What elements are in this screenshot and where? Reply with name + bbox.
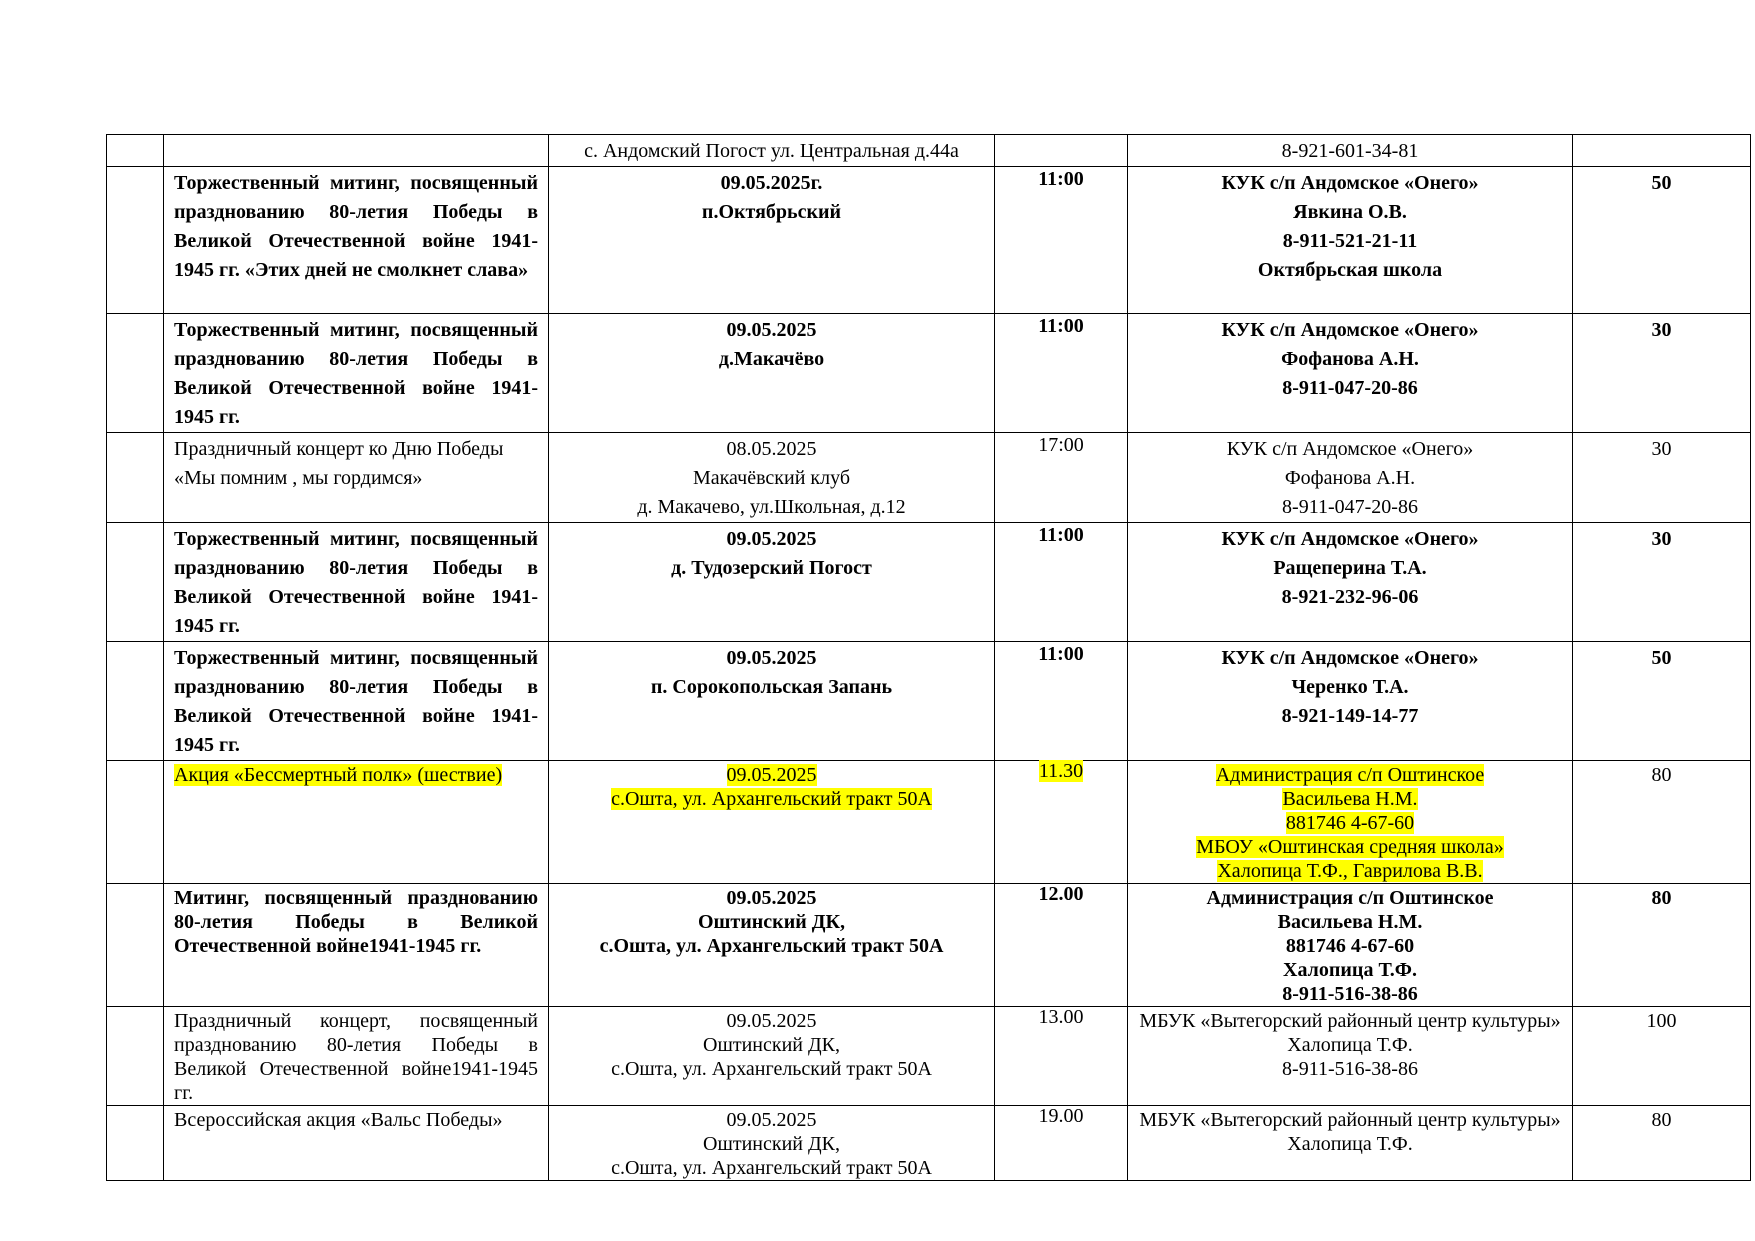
- number-cell: [107, 523, 164, 642]
- org-line: КУК с/п Андомское «Онего»: [1221, 528, 1479, 550]
- org-line: 8-911-521-21-11: [1282, 230, 1418, 252]
- org-line: Администрация с/п Оштинское: [1215, 764, 1485, 786]
- time-value: 13.00: [1038, 1006, 1084, 1028]
- time-value: 11:00: [1038, 315, 1084, 337]
- event-cell: [164, 761, 549, 884]
- table-row: [107, 761, 1751, 884]
- org-line: Октябрьская школа: [1257, 259, 1443, 281]
- org-line: МБУК «Вытегорский районный центр культуры»: [1139, 1109, 1561, 1131]
- event-line: «Мы помним , мы гордимся»: [174, 467, 423, 489]
- org-line: КУК с/п Андомское «Онего»: [1221, 172, 1479, 194]
- number-cell: [107, 761, 164, 884]
- place-line: с.Ошта, ул. Архангельский тракт 50А: [611, 1058, 932, 1080]
- place-line: 09.05.2025: [726, 528, 817, 550]
- organizer-cell: [1128, 314, 1573, 433]
- org-line: 8-921-149-14-77: [1281, 705, 1419, 727]
- place-line: 09.05.2025: [726, 1109, 817, 1131]
- place-line: с. Андомский Погост ул. Центральная д.44а: [584, 140, 959, 162]
- time-value: 12.00: [1038, 883, 1084, 905]
- count-cell: [1573, 433, 1751, 523]
- org-line: Халопица Т.Ф., Гаврилова В.В.: [1217, 860, 1483, 882]
- org-line: Халопица Т.Ф.: [1287, 1133, 1413, 1155]
- org-line: КУК с/п Андомское «Онего»: [1221, 647, 1479, 669]
- event-line: Торжественный митинг, посвященный празднованию 80-летия Победы в Великой Отечественной войне 1941-1945 гг. «Этих дней не смолкнет слава»: [174, 172, 538, 281]
- org-line: Черенко Т.А.: [1291, 676, 1409, 698]
- table-row: [107, 1007, 1751, 1106]
- event-cell: [164, 884, 549, 1007]
- event-line: Митинг, посвященный празднованию 80-летия Победы в Великой Отечественной войне1941-1945 гг.: [174, 887, 538, 957]
- organizer-cell: [1128, 523, 1573, 642]
- place-cell: [549, 884, 995, 1007]
- count-cell: [1573, 1106, 1751, 1181]
- number-cell: [107, 167, 164, 314]
- count-cell: [1573, 884, 1751, 1007]
- table-row: [107, 642, 1751, 761]
- place-cell: [549, 523, 995, 642]
- org-line: 8-911-516-38-86: [1282, 1058, 1418, 1080]
- org-line: 8-911-516-38-86: [1282, 983, 1418, 1005]
- participants-count: 80: [1651, 887, 1672, 909]
- time-cell: [995, 642, 1128, 761]
- org-line: Халопица Т.Ф.: [1283, 959, 1417, 981]
- table-row: [107, 314, 1751, 433]
- count-cell: [1573, 761, 1751, 884]
- org-line: Халопица Т.Ф.: [1287, 1034, 1413, 1056]
- place-line: п.Октябрьский: [701, 201, 842, 223]
- org-line: Ращеперина Т.А.: [1273, 557, 1427, 579]
- event-cell: [164, 433, 549, 523]
- org-line: 881746 4-67-60: [1285, 812, 1415, 834]
- event-cell: [164, 1106, 549, 1181]
- participants-count: 50: [1651, 172, 1672, 194]
- place-line: 09.05.2025: [726, 887, 817, 909]
- event-cell: [164, 1007, 549, 1106]
- place-line: 09.05.2025: [726, 319, 817, 341]
- event-line: Всероссийская акция «Вальс Победы»: [174, 1109, 503, 1131]
- participants-count: 100: [1646, 1010, 1677, 1032]
- place-cell: [549, 314, 995, 433]
- organizer-cell: [1128, 884, 1573, 1007]
- org-line: Васильева Н.М.: [1277, 911, 1423, 933]
- table-row: [107, 433, 1751, 523]
- participants-count: 30: [1651, 319, 1672, 341]
- count-cell: [1573, 167, 1751, 314]
- time-value: 11:00: [1038, 168, 1084, 190]
- place-line: 09.05.2025: [726, 1010, 817, 1032]
- place-line: Макачёвский клуб: [692, 467, 851, 489]
- number-cell: [107, 433, 164, 523]
- place-cell: [549, 433, 995, 523]
- place-line: Оштинский ДК,: [703, 1133, 840, 1155]
- org-line: Фофанова А.Н.: [1284, 467, 1416, 489]
- place-line: д.Макачёво: [718, 348, 825, 370]
- time-cell: [995, 433, 1128, 523]
- event-cell: [164, 314, 549, 433]
- event-line: Торжественный митинг, посвященный празднованию 80-летия Победы в Великой Отечественной войне 1941-1945 гг.: [174, 319, 538, 428]
- table-row: [107, 1106, 1751, 1181]
- place-cell: [549, 135, 995, 167]
- count-cell: [1573, 1007, 1751, 1106]
- event-line: Акция «Бессмертный полк» (шествие): [174, 764, 503, 786]
- events-table: [106, 134, 1751, 1181]
- place-line: д. Тудозерский Погост: [671, 557, 872, 579]
- place-line: Оштинский ДК,: [697, 911, 846, 933]
- table-row: [107, 135, 1751, 167]
- participants-count: 80: [1651, 1109, 1672, 1131]
- place-cell: [549, 1106, 995, 1181]
- org-line: МБУК «Вытегорский районный центр культуры»: [1139, 1010, 1561, 1032]
- place-line: п. Сорокопольская Запань: [650, 676, 893, 698]
- time-cell: [995, 761, 1128, 884]
- place-line: 09.05.2025: [726, 647, 817, 669]
- event-line: Праздничный концерт, посвященный празднованию 80-летия Победы в Великой Отечественной войне1941-1945 гг.: [174, 1010, 538, 1104]
- time-cell: [995, 167, 1128, 314]
- place-cell: [549, 642, 995, 761]
- participants-count: 50: [1651, 647, 1672, 669]
- organizer-cell: [1128, 1007, 1573, 1106]
- number-cell: [107, 135, 164, 167]
- org-line: Фофанова А.Н.: [1281, 348, 1419, 370]
- event-cell: [164, 167, 549, 314]
- organizer-cell: [1128, 761, 1573, 884]
- org-line: МБОУ «Оштинская средняя школа»: [1196, 836, 1504, 858]
- organizer-cell: [1128, 433, 1573, 523]
- time-value: 19.00: [1038, 1105, 1084, 1127]
- time-cell: [995, 135, 1128, 167]
- number-cell: [107, 314, 164, 433]
- time-cell: [995, 1106, 1128, 1181]
- organizer-cell: [1128, 135, 1573, 167]
- organizer-cell: [1128, 167, 1573, 314]
- event-cell: [164, 523, 549, 642]
- count-cell: [1573, 314, 1751, 433]
- place-cell: [549, 761, 995, 884]
- organizer-cell: [1128, 642, 1573, 761]
- org-line: КУК с/п Андомское «Онего»: [1221, 319, 1479, 341]
- place-line: д. Макачево, ул.Школьная, д.12: [637, 496, 906, 518]
- time-value: 11:00: [1038, 643, 1084, 665]
- org-line: Васильева Н.М.: [1282, 788, 1418, 810]
- place-line: 08.05.2025: [726, 438, 817, 460]
- place-cell: [549, 167, 995, 314]
- participants-count: 30: [1651, 528, 1672, 550]
- table-row: [107, 523, 1751, 642]
- event-cell: [164, 642, 549, 761]
- time-cell: [995, 1007, 1128, 1106]
- place-line: с.Ошта, ул. Архангельский тракт 50А: [611, 788, 932, 810]
- time-cell: [995, 523, 1128, 642]
- count-cell: [1573, 523, 1751, 642]
- count-cell: [1573, 135, 1751, 167]
- org-line: 8-911-047-20-86: [1282, 377, 1418, 399]
- event-line: Праздничный концерт ко Дню Победы: [174, 438, 504, 460]
- place-cell: [549, 1007, 995, 1106]
- table-row: [107, 167, 1751, 314]
- time-value: 11:00: [1038, 524, 1084, 546]
- org-line: 8-911-047-20-86: [1282, 496, 1418, 518]
- org-line: 8-921-232-96-06: [1281, 586, 1419, 608]
- org-line: КУК с/п Андомское «Онего»: [1226, 438, 1474, 460]
- time-cell: [995, 884, 1128, 1007]
- time-value: 17:00: [1038, 434, 1084, 456]
- count-cell: [1573, 642, 1751, 761]
- org-line: 881746 4-67-60: [1285, 935, 1415, 957]
- time-cell: [995, 314, 1128, 433]
- table-row: [107, 884, 1751, 1007]
- place-line: 09.05.2025г.: [720, 172, 823, 194]
- organizer-cell: [1128, 1106, 1573, 1181]
- event-line: Торжественный митинг, посвященный празднованию 80-летия Победы в Великой Отечественной войне 1941-1945 гг.: [174, 528, 538, 637]
- number-cell: [107, 642, 164, 761]
- number-cell: [107, 884, 164, 1007]
- org-line: Администрация с/п Оштинское: [1206, 887, 1494, 909]
- event-line: Торжественный митинг, посвященный празднованию 80-летия Победы в Великой Отечественной войне 1941-1945 гг.: [174, 647, 538, 756]
- place-line: с.Ошта, ул. Архангельский тракт 50А: [599, 935, 944, 957]
- number-cell: [107, 1007, 164, 1106]
- number-cell: [107, 1106, 164, 1181]
- time-value: 11.30: [1038, 760, 1084, 782]
- participants-count: 30: [1651, 438, 1672, 460]
- event-cell: [164, 135, 549, 167]
- place-line: Оштинский ДК,: [703, 1034, 840, 1056]
- place-line: с.Ошта, ул. Архангельский тракт 50А: [611, 1157, 932, 1179]
- participants-count: 80: [1651, 764, 1672, 786]
- org-line: 8-921-601-34-81: [1281, 140, 1419, 162]
- place-line: 09.05.2025: [726, 764, 817, 786]
- org-line: Явкина О.В.: [1293, 201, 1407, 223]
